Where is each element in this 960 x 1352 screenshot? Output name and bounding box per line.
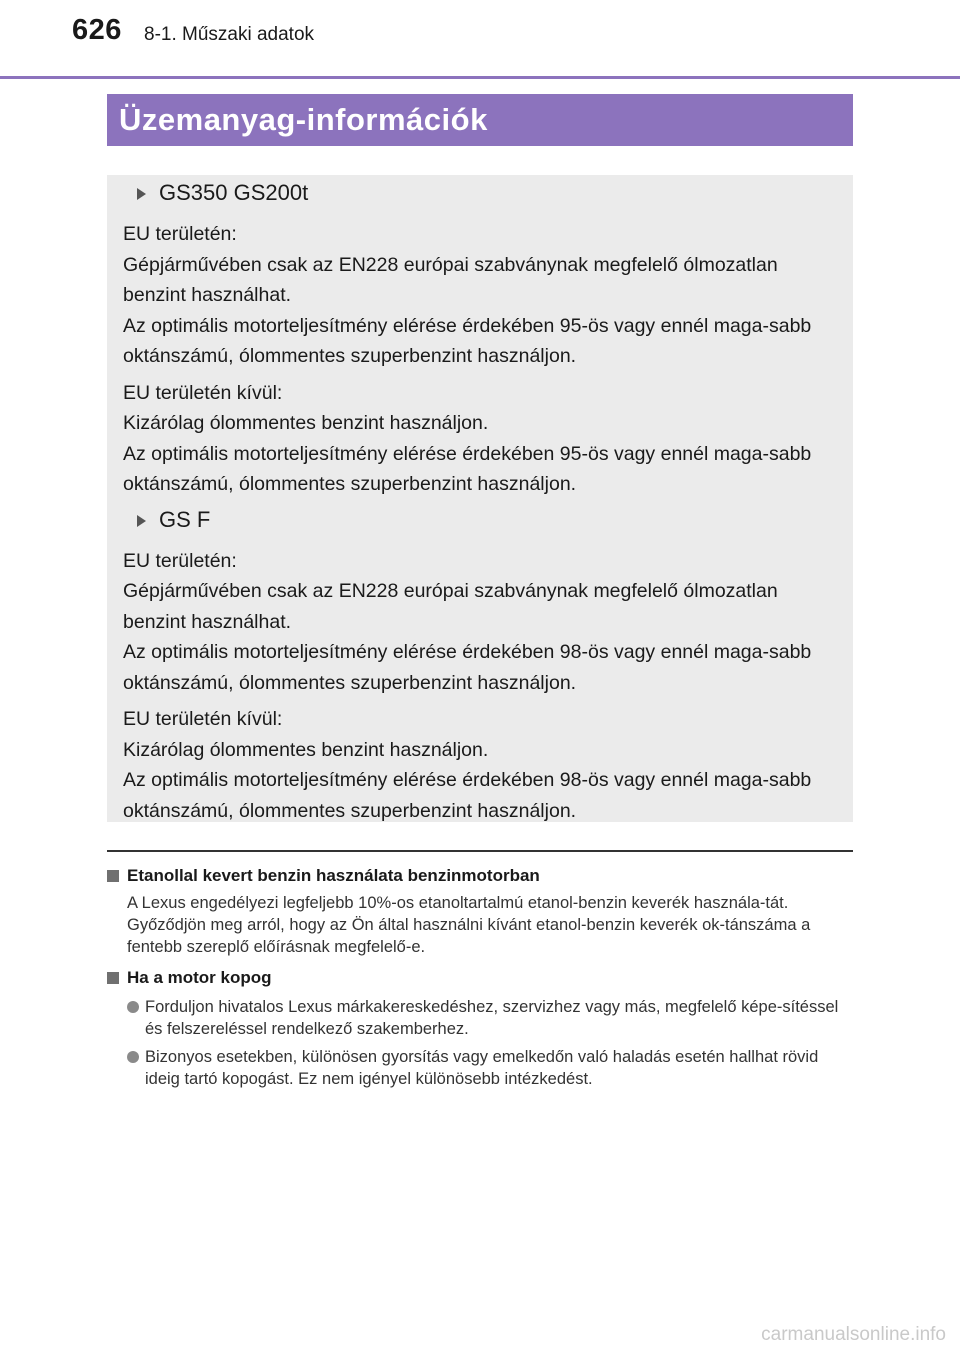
eu-inside-label: EU területén: (123, 549, 237, 572)
section-divider (107, 850, 853, 852)
knock-bullet-1 (107, 996, 853, 1040)
square-bullet-icon (107, 870, 119, 882)
model-heading-2 (123, 506, 837, 540)
note-body-ethanol: A Lexus engedélyezi legfeljebb 10%-os etanoltartalmú etanol-benzin keverék használa-tát. Győződjön meg arról, hogy az Ön által használni kívánt etanol-benzin keverék ok-tánszáma a fentebb szereplő előírásnak megfelelő-e. (127, 894, 811, 956)
model-label: GS350 GS200t (159, 180, 309, 205)
eu-inside-octane: Az optimális motorteljesítmény elérése érdekében 95-ös vagy ennél maga-sabb oktánszámú, ólommentes szuperbenzint használjon. (123, 314, 812, 367)
note-heading-knock (107, 966, 853, 990)
circle-bullet-icon (127, 1001, 139, 1013)
eu-outside-text: Kizárólag ólommentes benzint használjon. (123, 738, 489, 761)
page-number: 626 (72, 14, 122, 46)
notes-section (107, 864, 853, 1090)
note-heading-ethanol (107, 864, 853, 888)
eu-inside-label: EU területén: (123, 223, 237, 245)
eu-outside-label: EU területén kívül: (123, 381, 283, 404)
eu-outside-text: Kizárólag ólommentes benzint használjon. (123, 412, 489, 434)
title-bar (107, 94, 853, 146)
knock-bullet-2 (107, 1046, 853, 1090)
eu-outside-label: EU területén kívül: (123, 708, 283, 730)
section-title: 8-1. Műszaki adatok (144, 24, 315, 45)
model-label: GS F (159, 506, 211, 532)
bullet-text: Bizonyos esetekben, különösen gyorsítás vagy emelkedőn való haladás esetén hallhat rövid ideig tartó kopogást. Ez nem igényel különösebb intézkedést. (145, 1048, 819, 1088)
eu-inside-octane: Az optimális motorteljesítmény elérése érdekében 98-ös vagy ennél maga-sabb oktánszámú, ólommentes szuperbenzint használjon. (123, 641, 812, 694)
eu-inside-text: Gépjárművében csak az EN228 európai szabványnak megfelelő ólmozatlan benzint használhat. (123, 580, 778, 633)
footer-watermark: carmanualsonline.info (761, 1324, 946, 1345)
triangle-icon (137, 188, 146, 200)
eu-outside-octane: Az optimális motorteljesítmény elérése érdekében 98-ös vagy ennél maga-sabb oktánszámú, ólommentes szuperbenzint használjon. (123, 769, 812, 822)
page-header (72, 14, 892, 54)
circle-bullet-icon (127, 1051, 139, 1063)
note-heading-text: Etanollal kevert benzin használata benzinmotorban (127, 866, 540, 885)
model-heading-1 (123, 179, 837, 213)
triangle-icon (137, 515, 146, 527)
eu-outside-octane: Az optimális motorteljesítmény elérése érdekében 95-ös vagy ennél maga-sabb oktánszámú, ólommentes szuperbenzint használjon. (123, 442, 812, 495)
square-bullet-icon (107, 972, 119, 984)
page-title: Üzemanyag-információk (119, 102, 488, 137)
bullet-text: Forduljon hivatalos Lexus márkakereskedéshez, szervizhez vagy más, megfelelő képe-sítéssel és felszereléssel rendelkező szakemberhez. (145, 998, 839, 1038)
note-heading-text: Ha a motor kopog (127, 968, 272, 987)
eu-inside-text: Gépjárművében csak az EN228 európai szabványnak megfelelő ólmozatlan benzint használhat. (123, 253, 778, 306)
header-rule (0, 76, 960, 79)
fuel-info-box (107, 175, 853, 822)
